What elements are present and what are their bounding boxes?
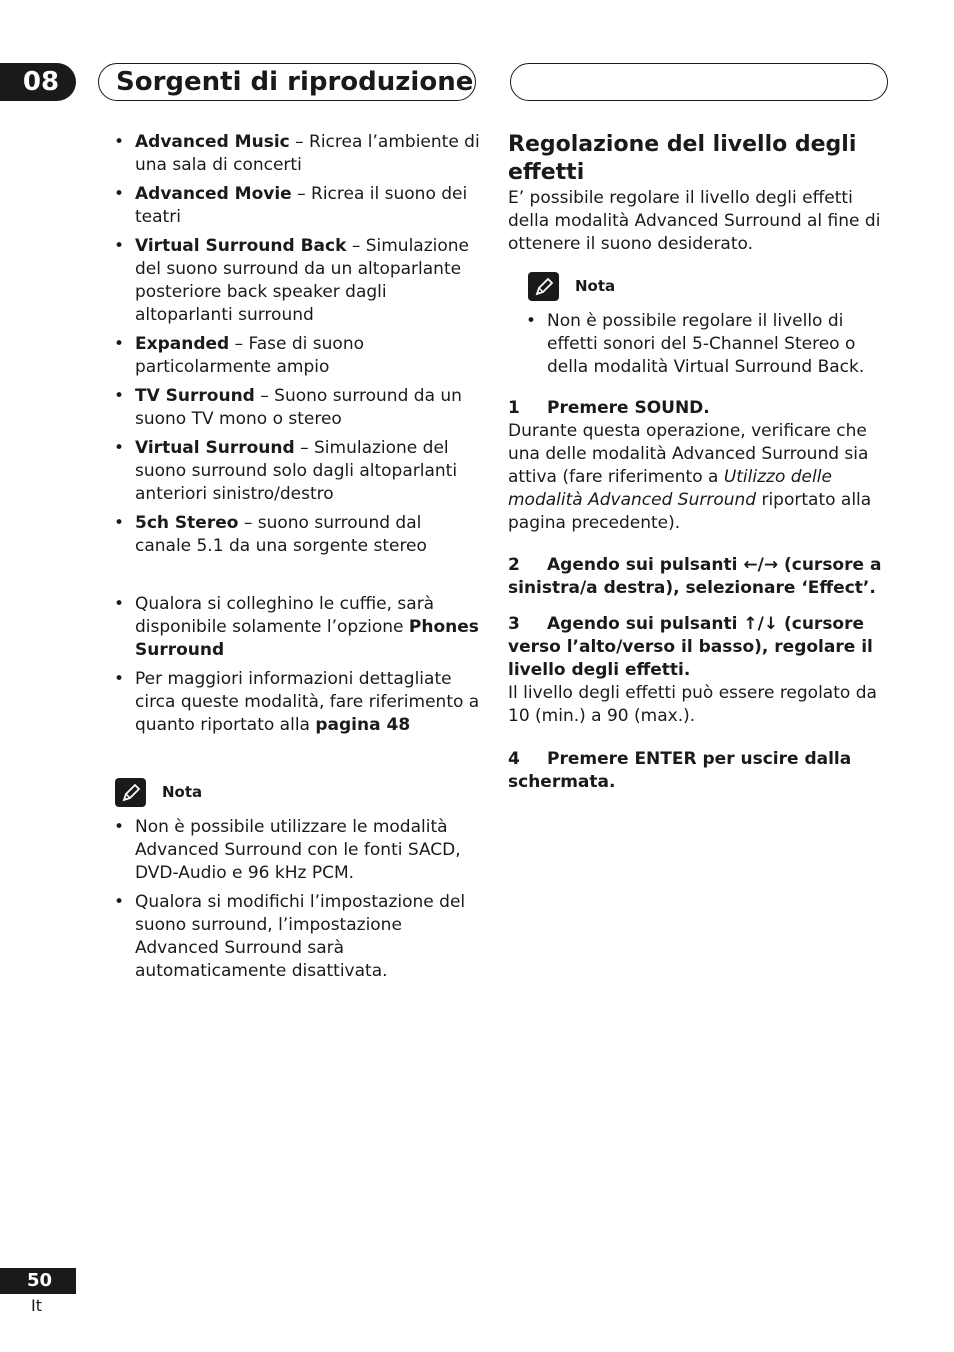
left-right-arrows-icon: ←/→ (743, 555, 779, 575)
tips-list (114, 593, 480, 737)
bullet: • (114, 438, 125, 458)
mode-description: – Simulazione del suono surround da un altoparlante posteriore back speaker dagli altoparlanti surround (135, 236, 469, 325)
mode-list-item (114, 235, 480, 327)
bullet: • (114, 513, 125, 533)
mode-term: Virtual Surround Back (135, 236, 347, 256)
note-header (115, 778, 480, 807)
up-down-arrows-icon: ↑/↓ (743, 614, 779, 634)
mode-list-item (114, 385, 480, 431)
note-header (528, 272, 883, 301)
list-item: • Non è possibile regolare il livello di effetti sonori del 5-Channel Stereo o della modalità Virtual Surround Back. (526, 311, 865, 377)
mode-list-item (114, 131, 480, 177)
list-item: • Qualora si colleghino le cuffie, sarà disponibile solamente l’opzione Phones Surround (114, 594, 479, 660)
step-body: Il livello degli effetti può essere regolato da 10 (min.) a 90 (max.). (508, 683, 877, 726)
step-1 (508, 397, 883, 535)
header-empty-frame (510, 63, 888, 101)
mode-list-item (114, 512, 480, 558)
note-list (526, 310, 883, 379)
mode-description: – Ricrea il suono dei teatri (135, 184, 468, 227)
step-3 (508, 613, 883, 728)
mode-term: Advanced Music (135, 132, 290, 152)
note-label: Nota (575, 277, 616, 295)
bullet: • (114, 334, 125, 354)
mode-term: Expanded (135, 334, 230, 354)
bullet: • (114, 236, 125, 256)
mode-description: – Ricrea l’ambiente di una sala di concerti (135, 132, 480, 175)
mode-description: – suono surround dal canale 5.1 da una sorgente stereo (135, 513, 427, 556)
mode-term: TV Surround (135, 386, 255, 406)
bullet: • (114, 386, 125, 406)
mode-list-item (114, 333, 480, 379)
note-label: Nota (162, 783, 203, 801)
list-item: • Non è possibile utilizzare le modalità Advanced Surround con le fonti SACD, DVD-Audio e 96 kHz PCM. (114, 817, 461, 883)
left-column (114, 131, 480, 983)
mode-description: – Fase di suono particolarmente ampio (135, 334, 364, 377)
mode-term: 5ch Stereo (135, 513, 239, 533)
step-body: Durante questa operazione, verificare che una delle modalità Advanced Surround sia attiva (fare riferimento a Utilizzo delle modalità Advanced Surround riportato alla pagina precedente). (508, 421, 872, 533)
page-number: 50 (0, 1268, 76, 1294)
section-heading: Regolazione del livello degli effetti (508, 132, 857, 185)
step-4: 4 Premere ENTER per uscire dalla schermata. (508, 749, 852, 792)
mode-list-item (114, 183, 480, 229)
chapter-title: Sorgenti di riproduzione (116, 67, 474, 97)
note-list (114, 816, 480, 983)
mode-term: Virtual Surround (135, 438, 295, 458)
chapter-number-badge: 08 (0, 63, 76, 101)
list-item: • Per maggiori informazioni dettagliate circa queste modalità, fare riferimento a quanto riportato alla pagina 48 (114, 669, 480, 735)
mode-list (114, 131, 480, 558)
step-title: 1 Premere SOUND. (508, 398, 710, 418)
pencil-icon (528, 272, 559, 301)
bullet: • (114, 184, 125, 204)
language-code: It (31, 1296, 42, 1315)
mode-description: – Simulazione del suono surround solo dagli altoparlanti anteriori sinistro/destro (135, 438, 458, 504)
list-item: • Qualora si modifichi l’impostazione del suono surround, l’impostazione Advanced Surround sarà automaticamente disattivata. (114, 892, 466, 981)
section-intro: E’ possibile regolare il livello degli effetti della modalità Advanced Surround al fine di ottenere il suono desiderato. (508, 188, 881, 254)
mode-term: Advanced Movie (135, 184, 292, 204)
right-column (508, 131, 883, 794)
step-title: 3 Agendo sui pulsanti ↑/↓ (cursore verso l’alto/verso il basso), regolare il livello degli effetti. (508, 614, 873, 680)
step-2: 2 Agendo sui pulsanti ←/→ (cursore a sinistra/a destra), selezionare ‘Effect’. (508, 555, 882, 598)
mode-list-item (114, 437, 480, 506)
pencil-icon (115, 778, 146, 807)
bullet: • (114, 132, 125, 152)
mode-description: – Suono surround da un suono TV mono o stereo (135, 386, 462, 429)
